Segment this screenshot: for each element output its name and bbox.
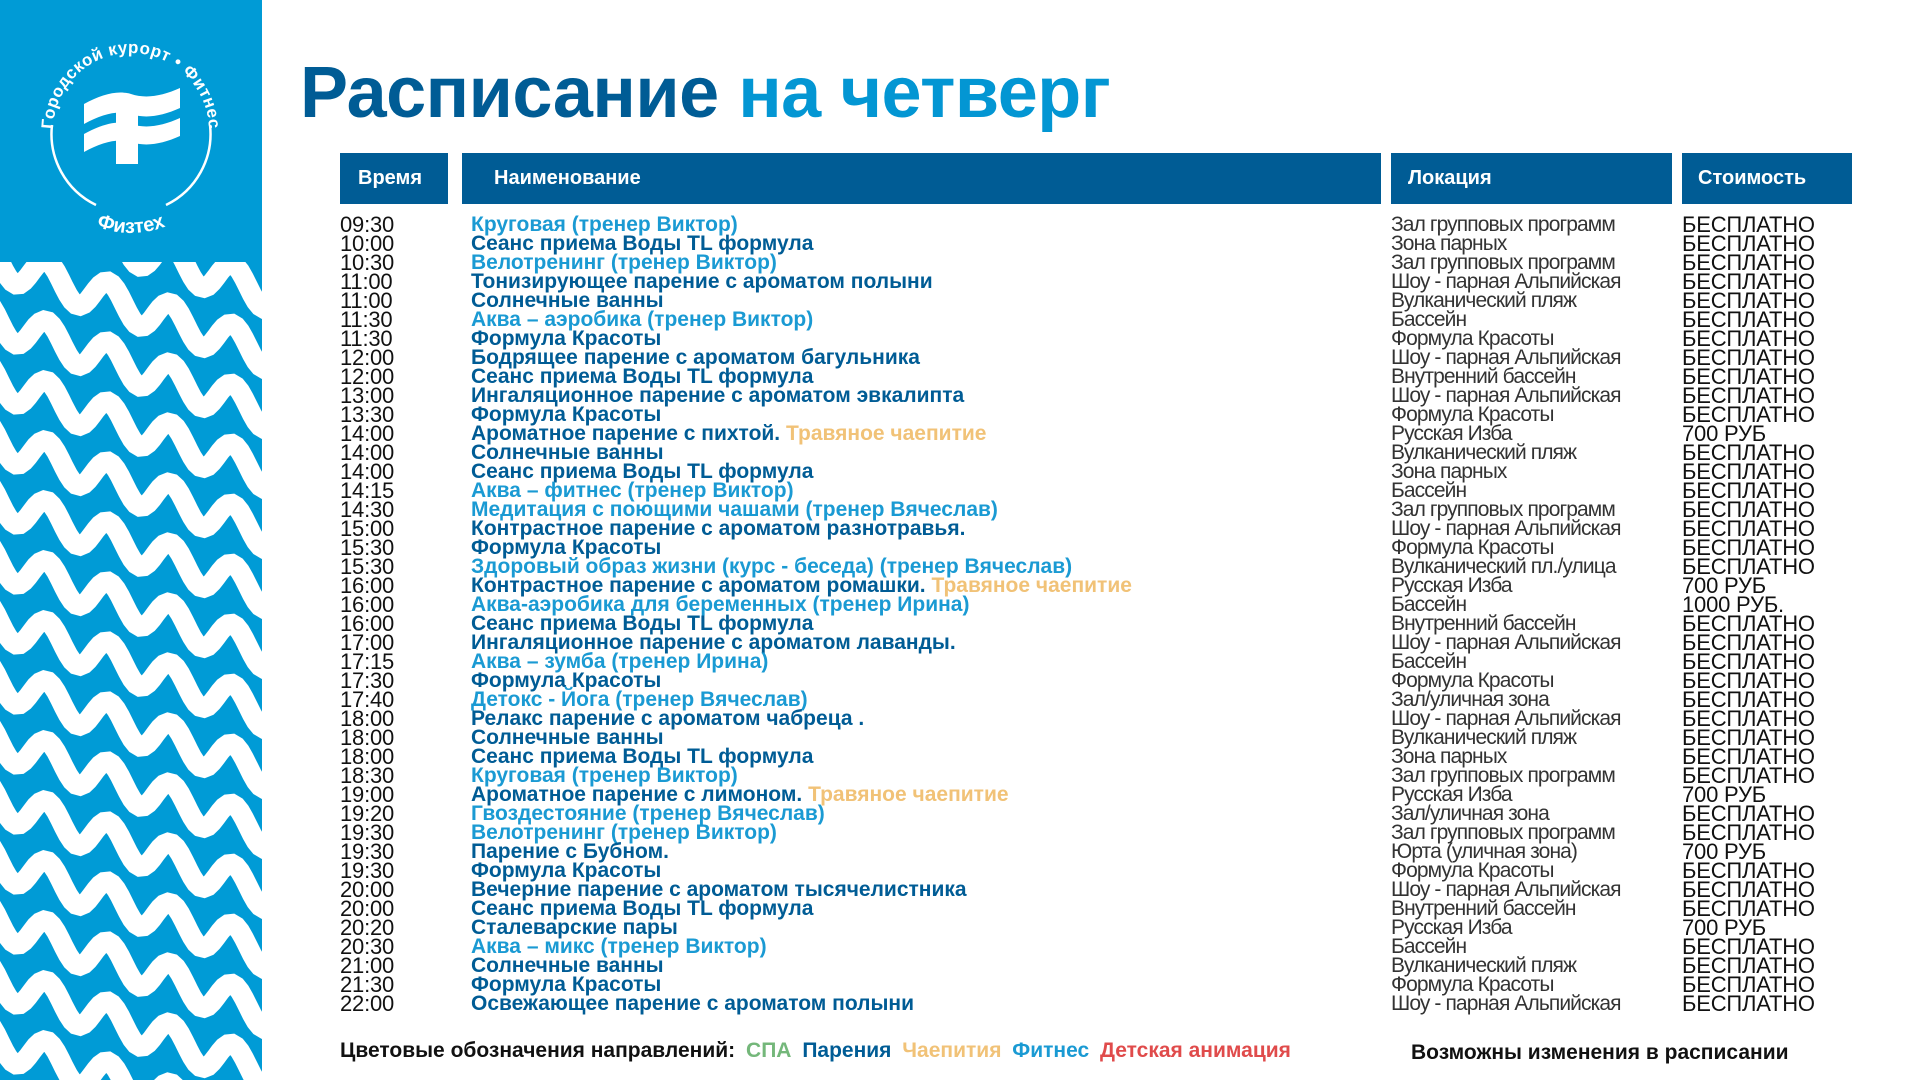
header-name: Наименование — [462, 153, 1381, 204]
row-name-text: Ингаляционное парение с ароматом лаванды. — [471, 631, 956, 654]
row-cost: БЕСПЛАТНО — [1682, 345, 1815, 370]
row-cost: БЕСПЛАТНО — [1682, 649, 1815, 674]
legend-label: Цветовые обозначения направлений: — [340, 1039, 736, 1062]
schedule-row — [0, 801, 1920, 826]
row-location: Зона парных — [1391, 232, 1507, 255]
row-cost: БЕСПЛАТНО — [1682, 516, 1815, 541]
row-location: Формула Красоты — [1391, 859, 1554, 882]
row-location: Шоу - парная Альпийская — [1391, 878, 1621, 901]
row-cost: БЕСПЛАТНО — [1682, 231, 1815, 256]
row-cost: БЕСПЛАТНО — [1682, 554, 1815, 579]
schedule-row — [0, 326, 1920, 351]
row-time: 22:00 — [340, 991, 395, 1016]
schedule-row — [0, 744, 1920, 769]
row-cost: БЕСПЛАТНО — [1682, 307, 1815, 332]
row-name-text: Бодрящее парение с ароматом багульника — [471, 346, 920, 369]
row-time: 19:20 — [340, 801, 395, 826]
row-cost: БЕСПЛАТНО — [1682, 763, 1815, 788]
row-time: 11:00 — [340, 288, 393, 313]
row-time: 12:00 — [340, 345, 395, 370]
row-name-text: Формула Красоты — [471, 973, 662, 996]
schedule-row — [0, 972, 1920, 997]
row-name-text: Аква – аэробика (тренер Виктор) — [471, 308, 814, 331]
row-location: Шоу - парная Альпийская — [1391, 346, 1621, 369]
row-name-text: Гвоздестояние (тренер Вячеслав) — [471, 802, 825, 825]
row-cost: БЕСПЛАТНО — [1682, 820, 1815, 845]
schedule-row — [0, 725, 1920, 750]
title-day: на четверг — [738, 53, 1111, 133]
row-location: Русская Изба — [1391, 574, 1512, 597]
title-main: Расписание — [300, 53, 719, 133]
row-cost: БЕСПЛАТНО — [1682, 896, 1815, 921]
schedule-row — [0, 706, 1920, 731]
row-location: Формула Красоты — [1391, 973, 1554, 996]
schedule-row — [0, 839, 1920, 864]
row-location: Формула Красоты — [1391, 669, 1554, 692]
row-location: Вулканический пл./улица — [1391, 555, 1616, 578]
row-time: 14:00 — [340, 421, 395, 446]
row-location: Вулканический пляж — [1391, 441, 1577, 464]
row-name-text: Солнечные ванны — [471, 726, 664, 749]
schedule-row — [0, 611, 1920, 636]
row-cost: БЕСПЛАТНО — [1682, 858, 1815, 883]
row-name-text: Ароматное парение с лимоном. — [471, 783, 803, 806]
row-time: 16:00 — [340, 611, 395, 636]
schedule-row — [0, 231, 1920, 256]
schedule-row — [0, 820, 1920, 845]
schedule-row — [0, 307, 1920, 332]
row-location: Формула Красоты — [1391, 327, 1554, 350]
row-name-text: Круговая (тренер Виктор) — [471, 213, 738, 236]
row-cost: БЕСПЛАТНО — [1682, 744, 1815, 769]
row-cost: БЕСПЛАТНО — [1682, 725, 1815, 750]
row-location: Русская Изба — [1391, 422, 1512, 445]
schedule-row — [0, 915, 1920, 940]
row-cost: БЕСПЛАТНО — [1682, 364, 1815, 389]
schedule-row — [0, 592, 1920, 617]
row-name-text: Здоровый образ жизни (курс - беседа) (тренер Вячеслав) — [471, 555, 1073, 578]
row-location: Зал/уличная зона — [1391, 802, 1549, 825]
legend-tea: Чаепития — [902, 1039, 1002, 1062]
row-time: 18:30 — [340, 763, 395, 788]
row-location: Зал групповых программ — [1391, 213, 1615, 236]
schedule-row — [0, 345, 1920, 370]
row-cost: 700 РУБ — [1682, 915, 1767, 940]
row-time: 17:30 — [340, 668, 395, 693]
row-location: Русская Изба — [1391, 783, 1512, 806]
row-location: Зал/уличная зона — [1391, 688, 1549, 711]
schedule-row — [0, 212, 1920, 237]
row-cost: БЕСПЛАТНО — [1682, 877, 1815, 902]
row-name-text: Велотренинг (тренер Виктор) — [471, 821, 777, 844]
row-name-text: Велотренинг (тренер Виктор) — [471, 251, 777, 274]
row-location: Формула Красоты — [1391, 536, 1554, 559]
row-location: Шоу - парная Альпийская — [1391, 707, 1621, 730]
row-name-text: Формула Красоты — [471, 403, 662, 426]
schedule-row — [0, 421, 1920, 446]
row-time: 18:00 — [340, 706, 395, 731]
row-name-text: Сеанс приема Воды TL формула — [471, 460, 814, 483]
row-location: Русская Изба — [1391, 916, 1512, 939]
row-time: 21:00 — [340, 953, 395, 978]
row-name-text: Формула Красоты — [471, 536, 662, 559]
row-name-text: Аква – фитнес (тренер Виктор) — [471, 479, 794, 502]
row-location: Внутренний бассейн — [1391, 612, 1576, 635]
row-time: 20:00 — [340, 896, 395, 921]
schedule-notice: Возможны изменения в расписании — [1411, 1041, 1789, 1064]
row-tea-note: Травяное чаепитие — [785, 422, 987, 445]
row-time: 09:30 — [340, 212, 395, 237]
schedule-row — [0, 288, 1920, 313]
row-location: Вулканический пляж — [1391, 954, 1577, 977]
legend-parenie: Парения — [802, 1039, 892, 1062]
schedule-row — [0, 896, 1920, 921]
row-time: 10:30 — [340, 250, 395, 275]
header-cost: Стоимость — [1682, 153, 1852, 204]
schedule-row — [0, 934, 1920, 959]
row-location: Бассейн — [1391, 650, 1467, 673]
row-tea-note: Травяное чаепитие — [808, 783, 1009, 806]
row-time: 15:00 — [340, 516, 395, 541]
brand-mark-icon — [84, 88, 180, 164]
ring-text-bottom: Физтех — [94, 210, 168, 239]
schedule-row — [0, 269, 1920, 294]
row-name-text: Солнечные ванны — [471, 441, 664, 464]
row-location: Шоу - парная Альпийская — [1391, 631, 1621, 654]
row-name-text: Формула Красоты — [471, 327, 662, 350]
row-cost: БЕСПЛАТНО — [1682, 972, 1815, 997]
row-cost: БЕСПЛАТНО — [1682, 611, 1815, 636]
schedule-row — [0, 877, 1920, 902]
row-name-text: Солнечные ванны — [471, 289, 664, 312]
row-cost: 700 РУБ — [1682, 421, 1767, 446]
row-name-text: Солнечные ванны — [471, 954, 664, 977]
row-cost: БЕСПЛАТНО — [1682, 478, 1815, 503]
row-location: Внутренний бассейн — [1391, 897, 1576, 920]
row-location: Зал групповых программ — [1391, 251, 1615, 274]
row-location: Зал групповых программ — [1391, 821, 1615, 844]
row-location: Зал групповых программ — [1391, 498, 1615, 521]
row-time: 18:00 — [340, 725, 395, 750]
row-location: Вулканический пляж — [1391, 726, 1577, 749]
color-legend — [340, 1038, 1296, 1064]
page-title — [300, 48, 1110, 138]
row-cost: БЕСПЛАТНО — [1682, 383, 1815, 408]
row-time: 13:30 — [340, 402, 395, 427]
row-name — [471, 994, 914, 1013]
row-cost: 700 РУБ — [1682, 573, 1767, 598]
header-location: Локация — [1391, 153, 1672, 204]
row-name-text: Аква – зумба (тренер Ирина) — [471, 650, 769, 673]
row-location: Вулканический пляж — [1391, 289, 1577, 312]
row-time: 18:00 — [340, 744, 395, 769]
schedule-row — [0, 459, 1920, 484]
row-location: Формула Красоты — [1391, 403, 1554, 426]
row-cost: БЕСПЛАТНО — [1682, 801, 1815, 826]
row-name-text: Сеанс приема Воды TL формула — [471, 897, 814, 920]
row-name-text: Сеанс приема Воды TL формула — [471, 232, 814, 255]
row-cost: БЕСПЛАТНО — [1682, 269, 1815, 294]
row-cost: 700 РУБ — [1682, 839, 1767, 864]
row-cost: БЕСПЛАТНО — [1682, 326, 1815, 351]
row-cost: БЕСПЛАТНО — [1682, 288, 1815, 313]
row-name-text: Вечерние парение с ароматом тысячелистника — [471, 878, 967, 901]
row-time: 17:00 — [340, 630, 395, 655]
row-time: 14:00 — [340, 459, 395, 484]
row-cost: БЕСПЛАТНО — [1682, 535, 1815, 560]
row-time: 20:00 — [340, 877, 395, 902]
row-name-text: Сеанс приема Воды TL формула — [471, 365, 814, 388]
row-cost: БЕСПЛАТНО — [1682, 497, 1815, 522]
row-tea-note: Травяное чаепитие — [931, 574, 1132, 597]
schedule-row — [0, 516, 1920, 541]
row-name-text: Аква-аэробика для беременных (тренер Ирина) — [471, 593, 970, 616]
row-location: Зона парных — [1391, 745, 1507, 768]
row-name-text: Детокс - Йога (тренер Вячеслав) — [471, 688, 808, 711]
row-time: 11:00 — [340, 269, 393, 294]
row-name-text: Сталеварские пары — [471, 916, 678, 939]
row-name-text: Ингаляционное парение с ароматом эвкалипта — [471, 384, 965, 407]
row-time: 12:00 — [340, 364, 395, 389]
row-time: 17:15 — [340, 649, 395, 674]
row-location: Шоу - парная Альпийская — [1391, 992, 1621, 1015]
row-name-text: Медитация с поющими чашами (тренер Вячеслав) — [471, 498, 998, 521]
row-cost: БЕСПЛАТНО — [1682, 630, 1815, 655]
row-time: 20:20 — [340, 915, 395, 940]
schedule-row — [0, 630, 1920, 655]
row-name-text: Контрастное парение с ароматом ромашки. — [471, 574, 926, 597]
row-cost: 1000 РУБ. — [1682, 592, 1784, 617]
row-cost: БЕСПЛАТНО — [1682, 402, 1815, 427]
row-name-text: Освежающее парение с ароматом полыни — [471, 992, 914, 1015]
schedule-row — [0, 649, 1920, 674]
row-location: Юрта (уличная зона) — [1391, 840, 1578, 863]
row-time: 16:00 — [340, 573, 395, 598]
legend-spa: СПА — [746, 1039, 792, 1062]
schedule-row — [0, 687, 1920, 712]
legend-fitness: Фитнес — [1012, 1039, 1090, 1062]
row-name-text: Круговая (тренер Виктор) — [471, 764, 738, 787]
row-cost: БЕСПЛАТНО — [1682, 687, 1815, 712]
row-time: 19:00 — [340, 782, 395, 807]
row-name-text: Тонизирующее парение с ароматом полыни — [471, 270, 933, 293]
row-time: 13:00 — [340, 383, 395, 408]
row-cost: БЕСПЛАТНО — [1682, 212, 1815, 237]
row-time: 21:30 — [340, 972, 395, 997]
row-cost: БЕСПЛАТНО — [1682, 440, 1815, 465]
row-cost: БЕСПЛАТНО — [1682, 459, 1815, 484]
row-location: Бассейн — [1391, 308, 1467, 331]
row-location: Шоу - парная Альпийская — [1391, 517, 1621, 540]
row-name-text: Сеанс приема Воды TL формула — [471, 745, 814, 768]
row-name-text: Сеанс приема Воды TL формула — [471, 612, 814, 635]
row-time: 20:30 — [340, 934, 395, 959]
row-cost: БЕСПЛАТНО — [1682, 250, 1815, 275]
schedule-row — [0, 991, 1920, 1016]
row-location: Бассейн — [1391, 935, 1467, 958]
row-time: 15:30 — [340, 554, 395, 579]
row-time: 11:30 — [340, 307, 393, 332]
row-time: 19:30 — [340, 858, 395, 883]
schedule-row — [0, 782, 1920, 807]
row-cost: 700 РУБ — [1682, 782, 1767, 807]
header-time: Время — [340, 153, 448, 204]
row-location: Шоу - парная Альпийская — [1391, 384, 1621, 407]
row-location: Зона парных — [1391, 460, 1507, 483]
row-time: 14:30 — [340, 497, 395, 522]
row-time: 19:30 — [340, 820, 395, 845]
row-name-text: Парение с Бубном. — [471, 840, 669, 863]
schedule-row — [0, 250, 1920, 275]
row-cost: БЕСПЛАТНО — [1682, 953, 1815, 978]
schedule-table — [0, 212, 1920, 1016]
row-name-text: Контрастное парение с ароматом разнотравья. — [471, 517, 966, 540]
row-name-text: Формула Красоты — [471, 859, 662, 882]
row-time: 11:30 — [340, 326, 393, 351]
row-cost: БЕСПЛАТНО — [1682, 668, 1815, 693]
row-name-text: Ароматное парение с пихтой. — [471, 422, 781, 445]
row-time: 19:30 — [340, 839, 395, 864]
row-cost: БЕСПЛАТНО — [1682, 706, 1815, 731]
row-name-text: Формула Красоты — [471, 669, 662, 692]
schedule-row — [0, 953, 1920, 978]
row-time: 10:00 — [340, 231, 395, 256]
row-location: Бассейн — [1391, 479, 1467, 502]
row-cost: БЕСПЛАТНО — [1682, 991, 1815, 1016]
schedule-row — [0, 440, 1920, 465]
row-location: Шоу - парная Альпийская — [1391, 270, 1621, 293]
row-cost: БЕСПЛАТНО — [1682, 934, 1815, 959]
row-location: Бассейн — [1391, 593, 1467, 616]
row-location: Внутренний бассейн — [1391, 365, 1576, 388]
schedule-row — [0, 383, 1920, 408]
ring-text-top: Городской курорт • Фитнес — [37, 37, 225, 130]
row-name-text: Аква – микс (тренер Виктор) — [471, 935, 767, 958]
row-time: 16:00 — [340, 592, 395, 617]
schedule-row — [0, 668, 1920, 693]
row-time: 14:15 — [340, 478, 395, 503]
row-name-text: Релакс парение с ароматом чабреца . — [471, 707, 865, 730]
row-time: 14:00 — [340, 440, 395, 465]
row-time: 15:30 — [340, 535, 395, 560]
row-location: Зал групповых программ — [1391, 764, 1615, 787]
row-time: 17:40 — [340, 687, 395, 712]
legend-kids: Детская анимация — [1100, 1039, 1291, 1062]
